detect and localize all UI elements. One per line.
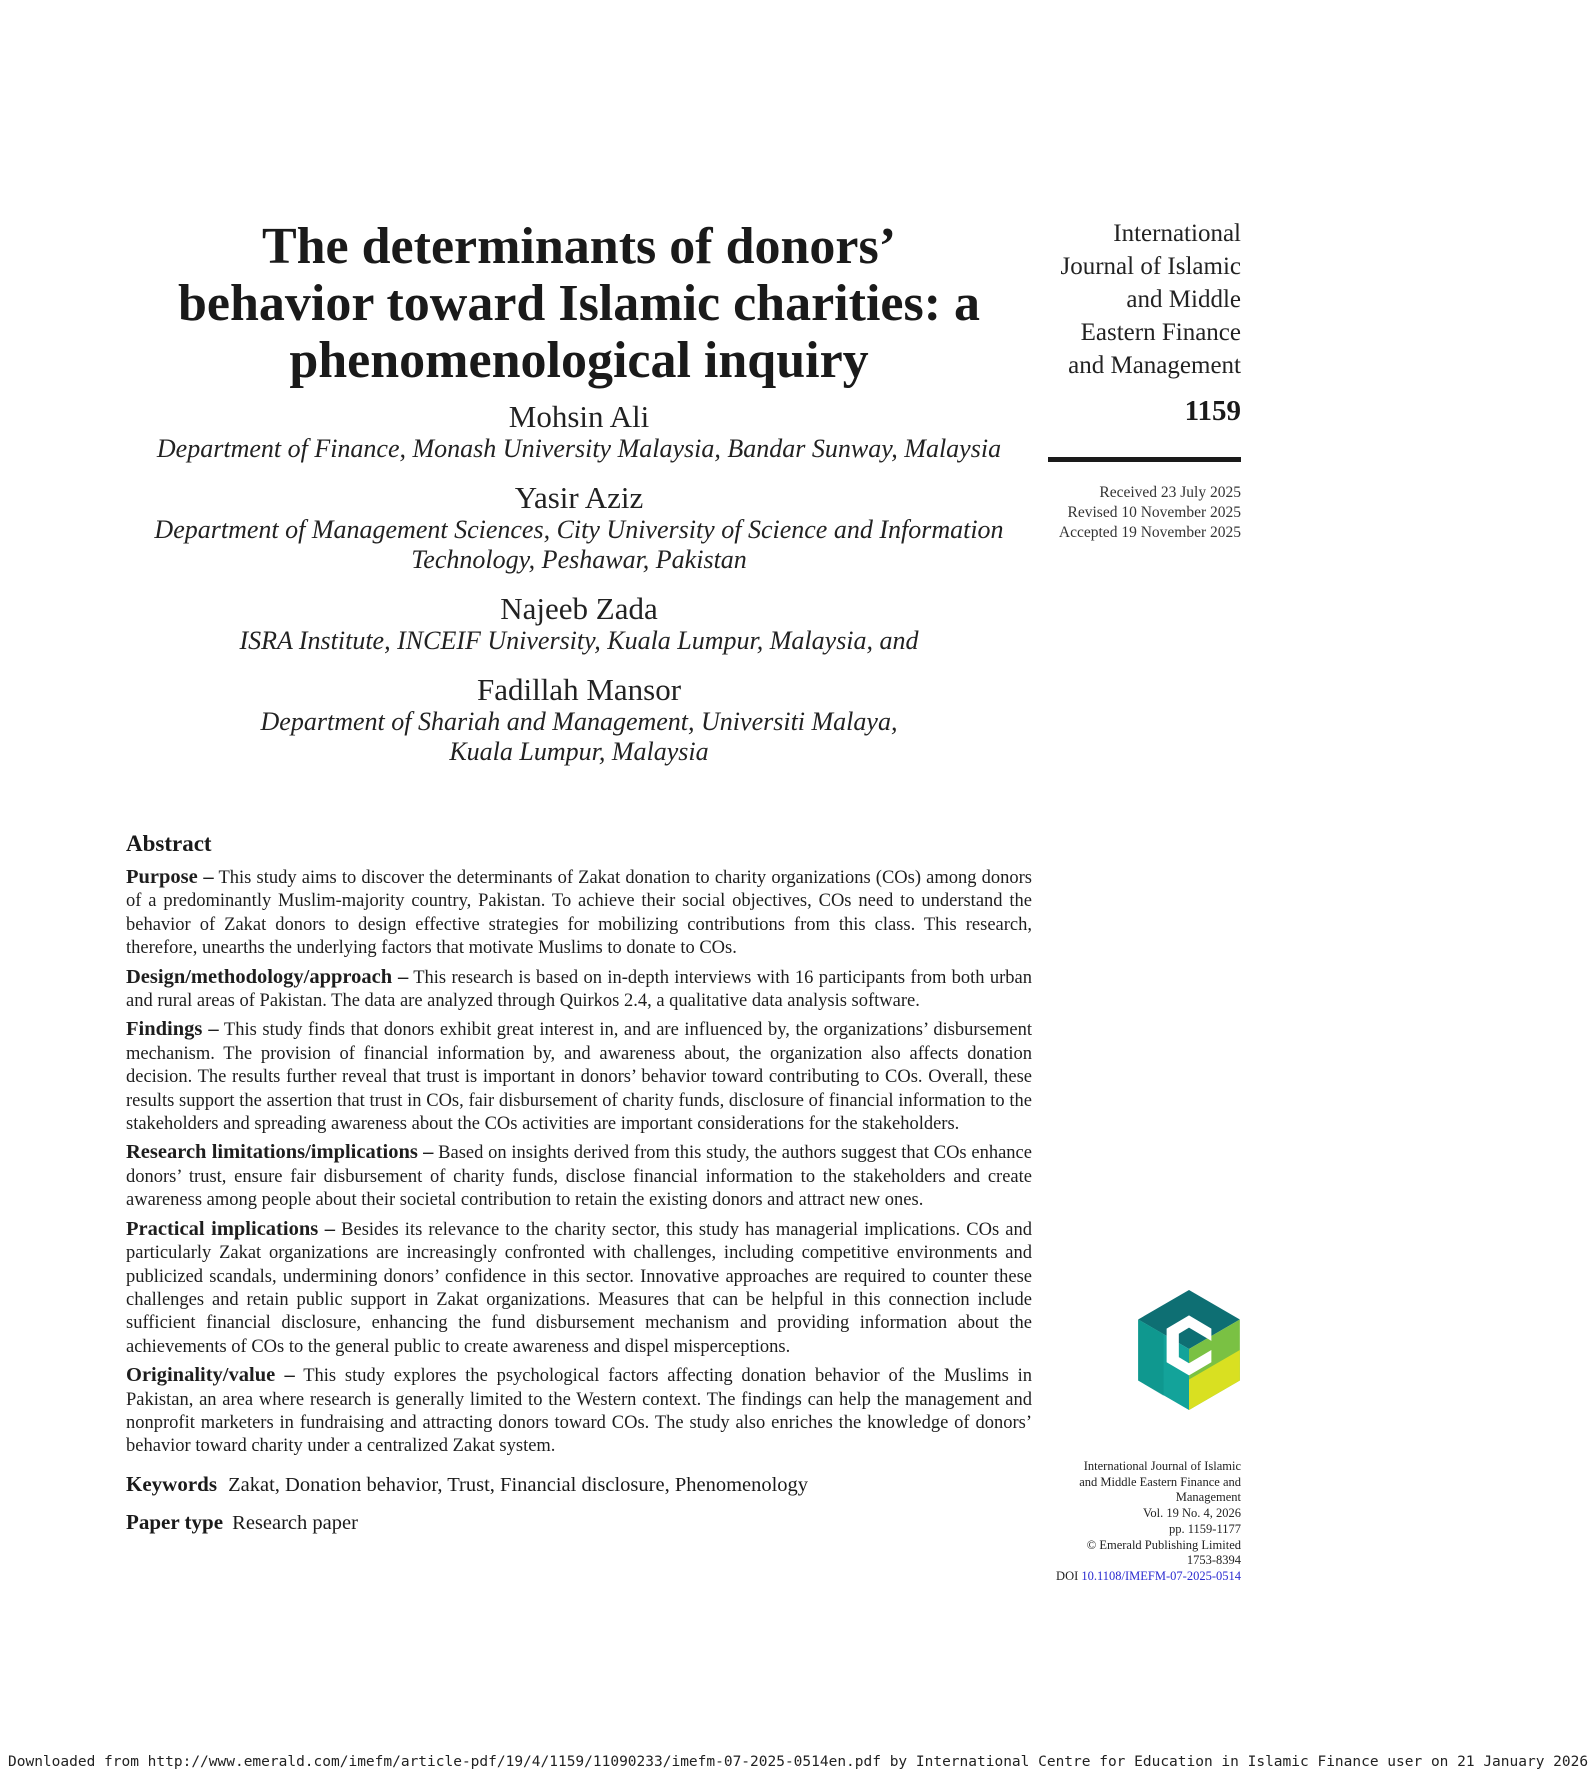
- paper-type-text: Research paper: [232, 1511, 358, 1534]
- section-text: This study aims to discover the determinants of Zakat donation to charity organizations (COs) among donors of a predominantly Muslim-majority country, Pakistan. To achieve their social objectives, COs need to understand the behavior of Zakat donors to design effective strategies for mobilizing contributions from this class. This research, therefore, unearths the underlying factors that motivate Muslims to donate to COs.: [126, 868, 1033, 959]
- author-affiliation: [120, 434, 1038, 464]
- author-name: Fadillah Mansor: [476, 672, 682, 707]
- title-line: The determinants of donors’: [261, 218, 897, 275]
- header-rule: [1048, 457, 1241, 462]
- author-entry: [120, 592, 1038, 656]
- paper-title: [120, 218, 1038, 389]
- journal-name-line: and Middle: [1126, 286, 1241, 313]
- section-label: Originality/value –: [126, 1364, 295, 1387]
- section-label: Design/methodology/approach –: [126, 965, 409, 988]
- affiliation-line: Department of Shariah and Management, Universiti Malaya,: [260, 707, 898, 736]
- author-name: Yasir Aziz: [514, 480, 644, 515]
- pubinfo-issn: 1753-8394: [1186, 1553, 1241, 1568]
- affiliation-line: Kuala Lumpur, Malaysia: [449, 737, 709, 766]
- title-line: behavior toward Islamic charities: a: [177, 275, 981, 332]
- title-line: phenomenological inquiry: [289, 332, 869, 389]
- abstract-heading: Abstract: [126, 831, 212, 856]
- abstract-limitations: [126, 1141, 1032, 1212]
- abstract-design: [126, 966, 1032, 1014]
- publication-info: [1056, 1459, 1241, 1585]
- journal-name-line: International: [1113, 220, 1241, 247]
- keywords: [126, 1471, 1032, 1498]
- abstract-originality: [126, 1364, 1032, 1459]
- submission-dates: [1059, 483, 1241, 543]
- author-entry: [120, 673, 1038, 767]
- abstract: [126, 830, 1032, 1536]
- emerald-publishing-logo: [1138, 1290, 1240, 1410]
- abstract-purpose: [126, 866, 1032, 961]
- author-affiliation: [120, 707, 1038, 767]
- journal-name-line: Journal of Islamic: [1060, 253, 1241, 280]
- pubinfo-volume: Vol. 19 No. 4, 2026: [1142, 1506, 1241, 1521]
- received-date: Received 23 July 2025: [1099, 484, 1241, 501]
- section-label: Purpose –: [126, 866, 214, 888]
- download-notice: Downloaded from http://www.emerald.com/imefm/article-pdf/19/4/1159/11090233/imefm-07-2025-0514en.pdf by International Centre for Education in Islamic Finance user on 21 January 2026: [8, 1754, 1588, 1770]
- section-text: Based on insights derived from this study, the authors suggest that COs enhance donors’ trust, ensure fair disbursement of charity funds, disclose financial information to the stakeholders and create awareness among people about their societal contribution to retain the existing donors and attract new ones.: [126, 1143, 1032, 1211]
- paper-type-label: Paper type: [126, 1509, 224, 1534]
- section-text: This research is based on in-depth interviews with 16 participants from both urban and rural areas of Pakistan. The data are analyzed through Quirkos 2.4, a qualitative data analysis software.: [126, 967, 1032, 1012]
- section-label: Practical implications –: [126, 1217, 336, 1240]
- pubinfo-pages: pp. 1159-1177: [1169, 1521, 1241, 1536]
- affiliation-line: Department of Finance, Monash University Malaysia, Bandar Sunway, Malaysia: [156, 434, 1002, 463]
- revised-date: Revised 10 November 2025: [1067, 504, 1241, 521]
- keywords-text: Zakat, Donation behavior, Trust, Financial disclosure, Phenomenology: [228, 1473, 809, 1496]
- doi-link[interactable]: 10.1108/IMEFM-07-2025-0514: [1081, 1568, 1241, 1583]
- section-text: Besides its relevance to the charity sector, this study has managerial implications. COs and particularly Zakat organizations are increasingly confronted with challenges, including competitive environments and publicized scandals, undermining donors’ confidence in this sector. Innovative approaches are required to counter these challenges and retain public support in Zakat organizations. Measures that can be helpful in this connection include sufficient financial disclosure, enhancing the fund disbursement mechanism and providing information about the achievements of COs to the general public to create awareness and dispel misperceptions.: [126, 1219, 1032, 1357]
- affiliation-line: Technology, Peshawar, Pakistan: [411, 545, 747, 574]
- author-name: Mohsin Ali: [508, 399, 650, 434]
- pubinfo-line: Management: [1175, 1490, 1241, 1505]
- journal-name-line: Eastern Finance: [1080, 319, 1241, 346]
- author-name: Najeeb Zada: [500, 591, 658, 626]
- journal-name: [1060, 217, 1241, 382]
- abstract-findings: [126, 1018, 1032, 1136]
- author-affiliation: [120, 515, 1038, 575]
- page-number: 1159: [1184, 395, 1241, 427]
- journal-name-line: and Management: [1068, 352, 1241, 379]
- journal-header: [1060, 217, 1241, 428]
- paper-type: [126, 1509, 1032, 1536]
- keywords-label: Keywords: [126, 1471, 217, 1496]
- pubinfo-line: and Middle Eastern Finance and: [1079, 1474, 1241, 1489]
- section-label: Research limitations/implications –: [126, 1141, 434, 1164]
- accepted-date: Accepted 19 November 2025: [1058, 524, 1241, 541]
- section-label: Findings –: [126, 1018, 219, 1041]
- doi-label: DOI: [1056, 1568, 1079, 1583]
- abstract-practical: [126, 1218, 1032, 1359]
- affiliation-line: ISRA Institute, INCEIF University, Kuala Lumpur, Malaysia, and: [239, 626, 919, 655]
- author-affiliation: [120, 626, 1038, 656]
- pubinfo-line: International Journal of Islamic: [1083, 1459, 1241, 1473]
- author-entry: [120, 481, 1038, 575]
- doi-row: [1056, 1569, 1241, 1585]
- pubinfo-copyright: © Emerald Publishing Limited: [1086, 1537, 1241, 1552]
- affiliation-line: Department of Management Sciences, City University of Science and Information: [154, 515, 1004, 544]
- section-text: This study explores the psychological factors affecting donation behavior of the Muslims in Pakistan, an area where research is generally limited to the Western context. The findings can help the management and nonprofit marketers in fundraising and attracting donors toward COs. The study also enriches the knowledge of donors’ behavior toward charity under a centralized Zakat system.: [126, 1366, 1032, 1457]
- section-text: This study finds that donors exhibit great interest in, and are influenced by, the organizations’ disbursement mechanism. The provision of financial information by, and awareness about, the organization also affects donation decision. The results further reveal that trust is important in donors’ behavior toward contributing to COs. Overall, these results support the assertion that trust in COs, fair disbursement of charity funds, disclosure of financial information to the stakeholders and spreading awareness about the COs activities are important considerations for the stakeholders.: [126, 1020, 1032, 1135]
- author-list: [120, 400, 1038, 784]
- author-entry: [120, 400, 1038, 464]
